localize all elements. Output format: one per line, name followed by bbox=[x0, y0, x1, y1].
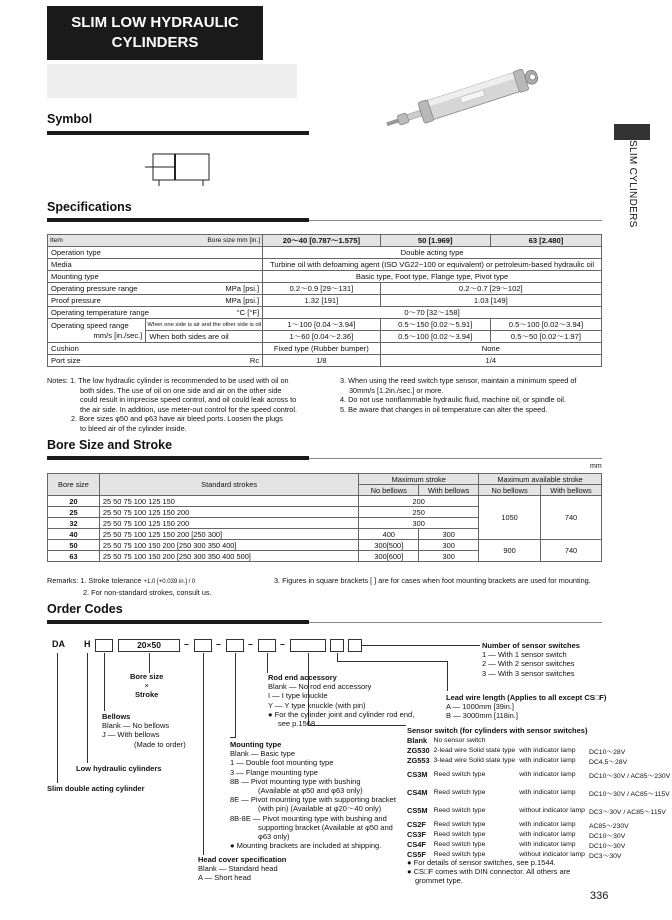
order-rule bbox=[47, 620, 309, 624]
bore-unit: mm bbox=[590, 463, 602, 470]
code-box-head bbox=[226, 639, 244, 652]
title-line-2: CYLINDERS bbox=[111, 34, 199, 51]
bore-header-row-2: No bellows With bellows No bellows With bellows bbox=[48, 485, 602, 496]
head-cover-block: Head cover specification Blank — Standard head A — Short head bbox=[198, 855, 287, 883]
spec-row-media: Media Turbine oil with defoaming agent (ISO VG22~100 or equivalent) or petroleum-based hydraulic oil bbox=[48, 259, 602, 271]
specs-heading: Specifications bbox=[47, 200, 132, 214]
side-tab bbox=[614, 124, 650, 140]
symbol-heading: Symbol bbox=[47, 112, 93, 126]
specs-rule bbox=[47, 218, 309, 222]
code-box-bore-stroke: 20×50 bbox=[118, 639, 180, 652]
sensor-switch-notes: ● For details of sensor switches, see p.1544. ● CS□F comes with DIN connector. All others are grommet type. bbox=[407, 858, 571, 886]
bore-label-block: Bore size × Stroke bbox=[130, 672, 164, 700]
order-heading: Order Codes bbox=[47, 602, 123, 616]
bore-remarks-right: 3. Figures in square brackets [ ] are for cases when foot mounting brackets are used for mounting. bbox=[274, 576, 591, 585]
page-title bbox=[47, 6, 263, 60]
bore-rule bbox=[47, 456, 309, 460]
switch-row: Blank No sensor switch bbox=[407, 736, 486, 746]
specs-thin-rule bbox=[309, 220, 602, 221]
switch-row: CS5M Reed switch type without indicator lamp DC3～30V / AC85～115V bbox=[407, 806, 666, 816]
switch-row: CS4F Reed switch type with indicator lamp DC10～30V bbox=[407, 840, 626, 850]
symbol-rule bbox=[47, 131, 309, 135]
code-box-mounting bbox=[194, 639, 212, 652]
code-box-rod-end bbox=[258, 639, 276, 652]
spec-row-mounting: Mounting type Basic type, Foot type, Flange type, Pivot type bbox=[48, 271, 602, 283]
code-box-number bbox=[348, 639, 362, 652]
stroke-tolerance: +1.0 [+0.039 in.] / 0 bbox=[143, 579, 196, 585]
title-band bbox=[47, 64, 297, 98]
switch-row: CS2F Reed switch type with indicator lamp AC85～230V bbox=[407, 820, 629, 830]
lead-wire-block: Lead wire length (Applies to all except CS□F) A — 1000mm [39in.] B — 3000mm [118in.] bbox=[446, 693, 607, 721]
switch-row: CS3M Reed switch type with indicator lamp DC10～30V / AC85～230V bbox=[407, 770, 671, 780]
num-switches-block: Number of sensor switches 1 — With 1 sensor switch 2 — With 2 sensor switches 3 — With 3 sensor switches bbox=[482, 641, 580, 678]
cylinder-symbol-icon bbox=[145, 150, 215, 186]
switch-row: CS3F Reed switch type with indicator lamp DC10～30V bbox=[407, 830, 626, 840]
spec-notes-left: Notes: 1. The low hydraulic cylinder is recommended to be used with oil on both sides. The use of oil on one side and air on the other side could result in imprecise speed control, and oil could leak across to the air side. In addition, use meter-out control for the speed control. 2. Bore sizes φ50 and φ63 have air bleed ports. Loosen the plugs to bleed air of the cylinder inside. bbox=[47, 376, 298, 433]
bellows-block: Bellows Blank — No bellows J — With bellows (Made to order) bbox=[102, 712, 186, 749]
switch-row: CS4M Reed switch type with indicator lamp DC10～30V / AC85～115V bbox=[407, 788, 670, 798]
spec-row-op-pressure: Operating pressure range MPa [psi.] 0.2～0.9 [29～131] 0.2～0.7 [29～102] bbox=[48, 283, 602, 295]
code-h: H bbox=[84, 639, 91, 649]
code-box-sensor bbox=[290, 639, 326, 652]
page-number: 336 bbox=[590, 890, 609, 902]
bore-row-63: 63 25 50 75 100 150 200 [250 300 350 400 500] 300[600] 300 bbox=[48, 551, 602, 562]
bore-row-32: 32 25 50 75 100 125 150 200 300 bbox=[48, 518, 602, 529]
low-hydraulic-label: Low hydraulic cylinders bbox=[76, 764, 162, 773]
spec-row-temp: Operating temperature range °C [°F] 0～70 [32～158] bbox=[48, 307, 602, 319]
spec-row-port: Port size Rc 1/8 1/4 bbox=[48, 355, 602, 367]
bore-heading: Bore Size and Stroke bbox=[47, 438, 173, 452]
mounting-block: Mounting type Blank — Basic type 1 — Double foot mounting type 3 — Flange mounting type 8B — Pivot mounting type with bushing (Available at φ50 and φ63 only) 8E — Pivot mounting type with supporting bracket (with pin) (Available at φ20～40 only) 8B-8E — Pivot mounting type with bushing and supporting bracket (Available at φ50 and φ63 only) ● Mounting brackets are included at shipping. bbox=[230, 740, 396, 851]
spec-row-proof: Proof pressure MPa [psi.] 1.32 [191] 1.03 [149] bbox=[48, 295, 602, 307]
spec-col-20-40: 20～40 [0.787～1.575] bbox=[263, 235, 380, 247]
bore-header-row-1: Bore size Standard strokes Maximum stroke Maximum available stroke bbox=[48, 474, 602, 485]
bore-stroke-table bbox=[47, 473, 602, 562]
spec-corner-bore: Bore size mm [in.] bbox=[207, 237, 261, 244]
spec-col-63: 63 [2.480] bbox=[490, 235, 601, 247]
bore-row-20: 20 25 50 75 100 125 150 200 1050 740 bbox=[48, 496, 602, 507]
spec-col-50: 50 [1.969] bbox=[380, 235, 490, 247]
bore-row-40: 40 25 50 75 100 125 150 200 [250 300] 400 300 bbox=[48, 529, 602, 540]
order-thin-rule bbox=[309, 622, 602, 623]
sensor-switch-title: Sensor switch (for cylinders with sensor switches) bbox=[407, 726, 588, 735]
cylinder-product-image bbox=[372, 68, 552, 138]
spec-header-row bbox=[48, 235, 602, 247]
spec-row-operation-type: Operation type Double acting type bbox=[48, 247, 602, 259]
spec-row-speed-2: When both sides are oil 1～60 [0.04～2.36] 0.5～100 [0.02～3.94] 0.5～50 [0.02～1.97] bbox=[48, 331, 602, 343]
bore-thin-rule bbox=[309, 458, 602, 459]
bore-row-25: 25 25 50 75 100 125 150 200 250 bbox=[48, 507, 602, 518]
side-label: SLIM CYLINDERS bbox=[627, 140, 638, 228]
switch-row: ZG530 2-lead wire Solid state type with indicator lamp DC10～28V bbox=[407, 746, 626, 756]
bore-row-50: 50 25 50 75 100 150 200 [250 300 350 400] 300[500] 300 900 740 bbox=[48, 540, 602, 551]
spec-row-cushion: Cushion Fixed type (Rubber bumper) None bbox=[48, 343, 602, 355]
spec-corner-item: Item bbox=[50, 237, 63, 244]
bore-remarks-left: Remarks: 1. Stroke tolerance +1.0 [+0.039 in.] / 0 2. For non-standard strokes, consult us. bbox=[47, 576, 212, 597]
spec-notes-right: 3. When using the reed switch type sensor, maintain a minimum speed of 30mm/s [1.2in./sec.] or more. 4. Do not use nonflammable hydraulic fluid, machine oil, or spindle oil. 5. Be aware that changes in oil temperature can alter the speed. bbox=[340, 376, 577, 414]
specifications-table bbox=[47, 234, 602, 367]
code-box-lead bbox=[330, 639, 344, 652]
switch-row: CS5F Reed switch type without indicator lamp DC3～30V bbox=[407, 850, 622, 860]
title-line-1: SLIM LOW HYDRAULIC bbox=[71, 14, 239, 31]
switch-row: ZG553 3-lead wire Solid state type with indicator lamp DC4.5～28V bbox=[407, 756, 628, 766]
spec-row-speed-1: Operating speed range mm/s [in./sec.] When one side is air and the other side is oil 1～100 [0.04～3.94] 0.5～150 [0.02～5.91] 0.5～100 [0.02～3.94] bbox=[48, 319, 602, 331]
code-box-bellows bbox=[95, 639, 113, 652]
rod-end-block: Rod end accessory Blank — No rod end accessory I — I type knuckle Y — Y type knuckle (with pin) ● For the cylinder joint and cylinder rod end, see p.1568. bbox=[268, 673, 415, 729]
sensor-switch-table bbox=[405, 736, 672, 860]
slim-double-acting-label: Slim double acting cylinder bbox=[47, 784, 145, 793]
code-da: DA bbox=[52, 639, 65, 649]
